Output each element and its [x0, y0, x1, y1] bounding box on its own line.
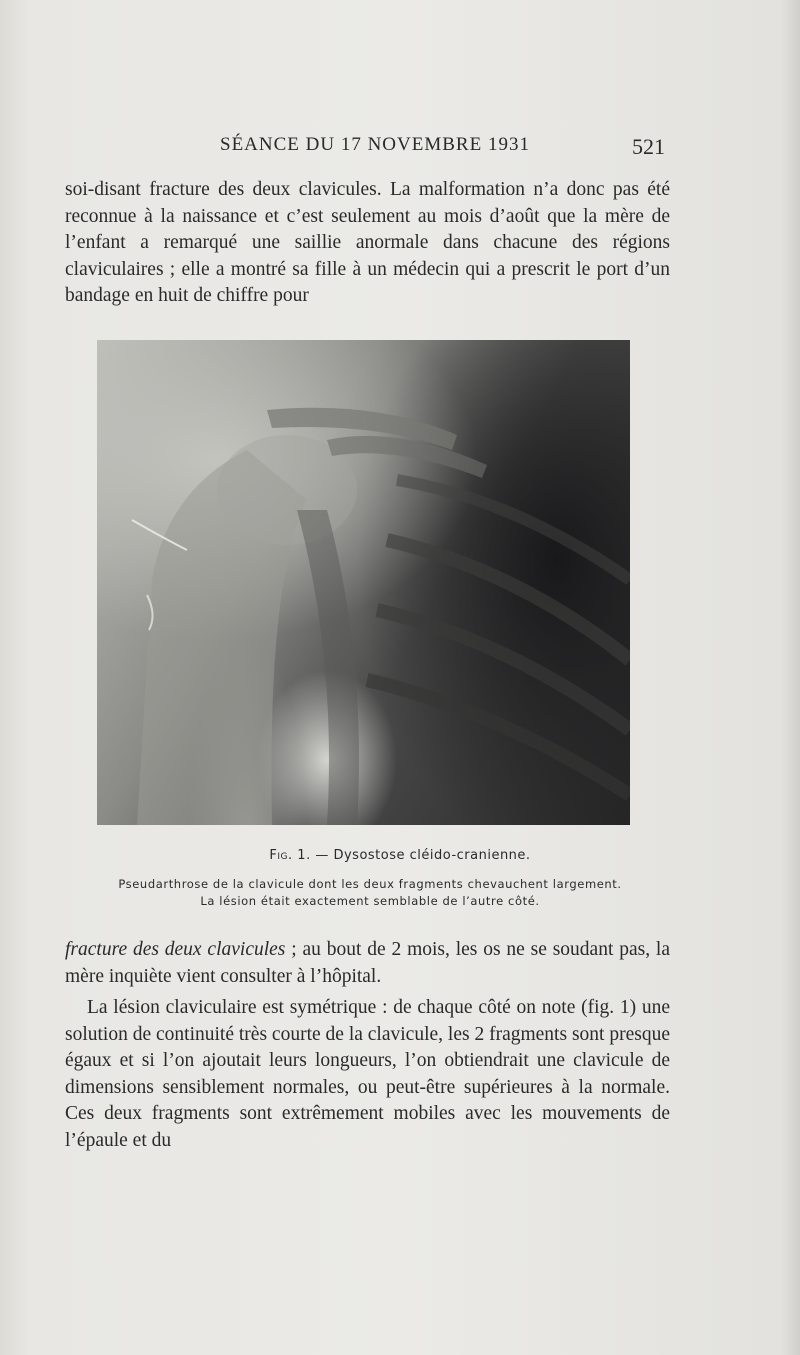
paragraph-middle-text: ; au bout de 2 mois, les os ne se soudant pas, la mère inquiète vient consulter à l’hôpital.	[65, 939, 670, 987]
xray-image	[97, 340, 630, 825]
paragraph-bottom: La lésion claviculaire est symétrique : de chaque côté on note (fig. 1) une solution de continuité très courte de la clavicule, les 2 fragments sont presque égaux et si l’on ajoutait leurs longueurs, l’on obtiendrait une clavicule de dimensions sensiblement normales, ou peut-être supérieures à la normale. Ces deux fragments sont extrêmement mobiles avec les mouvements de l’épaule et du	[65, 997, 670, 1151]
caption-line-1: Pseudarthrose de la clavicule dont les deux fragments chevauchent largement.	[118, 877, 622, 891]
paragraph-middle	[65, 937, 670, 990]
page-number: 521	[632, 134, 665, 159]
italic-phrase: fracture des deux clavicules	[65, 939, 286, 960]
caption-line-2: La lésion était exactement semblable de l’autre côté.	[200, 894, 540, 908]
figure-title-text: — Dysostose cléido-cranienne.	[315, 848, 531, 863]
running-title: SÉANCE DU 17 NOVEMBRE 1931	[220, 134, 530, 155]
figure-title	[0, 848, 800, 863]
figure-label: Fig. 1.	[269, 848, 311, 863]
figure-caption	[70, 876, 670, 910]
xray-figure	[97, 340, 630, 825]
paragraph-top: soi-disant fracture des deux clavicules. La malformation n’a donc pas été reconnue à la naissance et c’est seulement au mois d’août que la mère de l’enfant a remarqué une saillie anormale dans chacune des régions claviculaires ; elle a montré sa fille à un médecin qui a prescrit le port d’un bandage en huit de chiffre pour	[65, 179, 670, 307]
running-header	[65, 134, 665, 164]
